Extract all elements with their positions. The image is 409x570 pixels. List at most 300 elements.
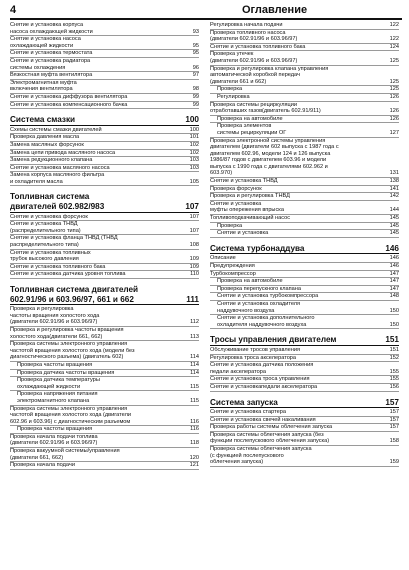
toc-page-number: 122 [389, 36, 399, 43]
toc-entry-text: (двигатели 602.91/96 и 603.96/97) [10, 440, 98, 447]
toc-page-number: 124 [389, 43, 399, 50]
toc-entry [10, 29, 199, 37]
toc-entry-text: диагностического разъема) (двигатель 602) [10, 354, 124, 361]
toc-entry-text: Снятие и установка радиатора [10, 57, 91, 64]
toc-page-number: 146 [389, 255, 399, 262]
toc-entry-text: автоматической коробкой передач [210, 72, 300, 79]
toc-page-number: 100 [189, 126, 199, 133]
toc-entry-text: охлаждающей жидкости [10, 42, 74, 49]
toc-page-number: 114 [190, 361, 199, 368]
toc-page-number: 141 [389, 185, 399, 192]
toc-entry [10, 172, 199, 179]
toc-section-heading [10, 295, 199, 306]
toc-entry-text: Регулировка начала подачи [210, 22, 283, 28]
toc-page-number: 103 [189, 157, 199, 164]
toc-entry [10, 370, 199, 378]
toc-entry-text: Снятие и установка насоса [10, 36, 81, 43]
toc-entry-text: охлаждающей жидкости [17, 383, 81, 390]
toc-entry-text: 602.96 и 603.96) с диагностическим разъемом [10, 418, 131, 425]
toc-entry-text: педали акселератора [210, 368, 266, 375]
toc-section-heading [10, 115, 199, 126]
toc-entry [10, 306, 199, 313]
toc-entry-text: Снятие и установка троса управления [210, 376, 310, 383]
toc-entry [210, 223, 399, 231]
toc-entry-text: охладителя наддувочного воздуха [217, 321, 307, 328]
toc-entry-text: Проверка форсунок [210, 185, 262, 192]
page-title: Оглавление [242, 4, 308, 16]
toc-entry [210, 322, 399, 330]
toc-right-column [210, 22, 399, 467]
toc-entry [210, 369, 399, 377]
toc-entry [210, 44, 399, 52]
toc-entry-text: Проверка перепускного клапана [217, 285, 301, 292]
toc-page-number: 115 [190, 397, 199, 404]
toc-entry-text: Снятие и установка [210, 200, 262, 207]
toc-entry [10, 412, 199, 419]
toc-entry [10, 313, 199, 320]
toc-entry-text: Снятие и установка компенсационного бачка [10, 101, 128, 108]
toc-entry [210, 293, 399, 301]
toc-entry-text: двигателем 602.96, модели 124 и 126 выпуска [210, 150, 331, 157]
toc-entry-text: Проверка напряжения питания [17, 391, 98, 398]
toc-entry [210, 308, 399, 316]
toc-page-number: 97 [192, 72, 199, 79]
toc-entry [210, 164, 399, 171]
toc-page-number: 120 [189, 454, 199, 461]
toc-entry [10, 58, 199, 65]
toc-entry [10, 391, 199, 398]
toc-page-number: 107 [189, 213, 199, 220]
toc-entry [10, 36, 199, 43]
toc-entry [10, 264, 199, 272]
page-number: 4 [10, 4, 17, 16]
toc-entry-text: 603.970) [210, 170, 233, 177]
toc-entry-text: облегчения запуска) [210, 459, 264, 466]
toc-entry-text: Проверка и регулировка клапана управления [210, 65, 329, 72]
toc-entry-text: Проверка системы облегчения запуска (без [210, 431, 324, 438]
toc-entry-text: Проверка системы рециркуляции [210, 101, 297, 108]
toc-page-number: 105 [189, 178, 199, 185]
toc-entry-text: насоса охлаждающей жидкости [10, 28, 93, 35]
toc-page-number: 144 [389, 207, 399, 214]
toc-entry [210, 315, 399, 322]
toc-page-number: 96 [192, 64, 199, 71]
toc-entry-text: Снятие и установка топливных [10, 249, 91, 256]
page-header [10, 4, 402, 18]
toc-page-number: 125 [389, 78, 399, 85]
toc-entry-text: Система турбонаддува [210, 243, 305, 253]
toc-entry-text: Предупреждения [210, 263, 255, 269]
toc-entry-text: Замена редукционного клапана [10, 157, 93, 164]
toc-entry [210, 409, 399, 417]
toc-entry [10, 127, 199, 135]
toc-page-number: 122 [389, 22, 399, 28]
toc-entry-text: Топливная система двигателей [10, 285, 139, 294]
toc-entry [10, 250, 199, 257]
toc-page-number: 157 [389, 416, 399, 423]
toc-entry [10, 256, 199, 264]
toc-entry-text: включения вентилятора [10, 86, 73, 93]
toc-entry [10, 228, 199, 236]
toc-entry [10, 448, 199, 455]
toc-entry [210, 79, 399, 87]
toc-entry [210, 138, 399, 145]
toc-entry-text: Проверка на автомобиле [217, 278, 283, 285]
toc-page-number: 138 [389, 178, 399, 185]
toc-page-number: 125 [389, 57, 399, 64]
toc-entry-text: двигателем (двигатели 602 выпуска с 1987 года с [210, 144, 339, 151]
toc-entry [210, 417, 399, 425]
toc-entry-text: частотой вращения холостого хода (модели без [10, 347, 135, 354]
toc-page-number: 147 [389, 285, 399, 292]
toc-left-column [10, 22, 199, 470]
toc-entry [10, 354, 199, 362]
toc-entry [10, 462, 199, 470]
toc-entry [210, 424, 399, 432]
toc-entry-text: Топливоподкачивающий насос [210, 215, 290, 222]
toc-section-heading [10, 192, 199, 202]
toc-entry [210, 271, 399, 279]
toc-entry [10, 419, 199, 427]
toc-entry [10, 334, 199, 342]
toc-entry [10, 242, 199, 250]
toc-entry [10, 377, 199, 384]
toc-entry [10, 398, 199, 406]
toc-page-number: 150 [389, 307, 399, 314]
toc-entry-text: Проверка системы электронного управления [10, 341, 128, 348]
toc-entry-text: Проверка датчика температуры [17, 377, 100, 384]
toc-page-number: 116 [190, 418, 199, 425]
toc-entry [10, 102, 199, 110]
toc-entry [10, 426, 199, 434]
toc-page-number: 118 [190, 440, 199, 447]
toc-page-number: 142 [389, 193, 399, 200]
toc-entry [10, 319, 199, 327]
toc-page-number: 107 [189, 227, 199, 234]
toc-section-heading [10, 202, 199, 213]
toc-page-number: 126 [389, 108, 399, 115]
toc-page-number: 151 [389, 346, 399, 353]
toc-entry-text: (двигатели 602.91/96 и 603.96/97) [210, 36, 298, 43]
toc-entry-text: Система смазки [10, 115, 76, 125]
toc-entry [210, 207, 399, 215]
toc-entry [210, 58, 399, 66]
toc-entry-text: Проверка начала подачи топлива [10, 433, 98, 440]
toc-page-number: 102 [189, 141, 199, 148]
toc-entry [210, 201, 399, 208]
toc-entry [210, 278, 399, 286]
toc-entry [10, 50, 199, 58]
toc-page-number: 99 [192, 101, 199, 108]
toc-entry [10, 235, 199, 242]
toc-entry [210, 347, 399, 355]
toc-entry-text: системы охлаждения [10, 64, 66, 71]
toc-page-number: 126 [389, 93, 399, 100]
toc-entry-text: Снятие и установка термостата [10, 50, 93, 57]
toc-entry [210, 116, 399, 124]
toc-entry-text: Проверка и регулировка ТНВД [210, 193, 290, 200]
toc-section-heading [210, 244, 399, 255]
toc-entry-text: Снятие и установка турбокомпрессора [217, 293, 319, 300]
toc-entry [10, 157, 199, 165]
toc-entry [210, 72, 399, 79]
toc-page-number: 110 [190, 271, 199, 278]
toc-entry-text: Проверка элементов [217, 123, 272, 130]
toc-page-number: 131 [389, 170, 399, 177]
toc-entry [10, 142, 199, 150]
toc-entry-text: (двигатели 602.91/96 и 603.96/97) [10, 319, 98, 326]
toc-entry-text: Проверка частоты вращения [17, 361, 93, 368]
toc-entry [210, 36, 399, 44]
toc-entry [10, 271, 199, 279]
toc-entry-text: муфты опережения впрыска [210, 207, 284, 214]
toc-page-number: 98 [192, 86, 199, 93]
toc-entry-text: Проверка частоты вращения [17, 426, 93, 433]
toc-entry-text: Снятие и установка свечей накаливания [210, 416, 316, 423]
toc-entry-text: Регулировка троса акселератора [210, 354, 297, 361]
toc-entry-text: Проверка работы системы облегчения запуска [210, 424, 333, 431]
toc-page-number: 152 [389, 354, 399, 361]
toc-entry [210, 86, 399, 94]
toc-entry-text: Проверка и регулировка частоты вращения [10, 326, 124, 333]
toc-entry-text: Вязкостная муфта вентилятора [10, 72, 93, 79]
toc-entry [210, 446, 399, 453]
toc-entry-text: функции послепускового облегчения запуска) [210, 438, 330, 445]
toc-entry-text: Проверка утечек [210, 51, 254, 58]
toc-page-number: 148 [389, 293, 399, 300]
toc-page-number: 145 [389, 230, 399, 237]
toc-entry [210, 263, 399, 271]
toc-entry-text: Снятие и установка корпуса [10, 22, 84, 28]
toc-entry-text: частотой вращения холостого хода (двигатели [10, 412, 131, 419]
toc-page-number: 151 [385, 335, 399, 345]
toc-entry-text: отработавших газов(двигатель 602.91/911) [210, 108, 321, 115]
toc-entry-text: (распределительного типа) [10, 227, 81, 234]
toc-entry-text: 1986/87 годов с двигателем 603.96 и модели [210, 157, 327, 164]
toc-entry-text: Замена корпуса масляного фильтра [10, 172, 105, 179]
toc-entry-text: Проверка системы облегчения запуска [210, 446, 312, 453]
toc-entry [210, 94, 399, 102]
toc-entry [210, 157, 399, 164]
toc-page-number: 93 [192, 28, 199, 35]
toc-entry [10, 348, 199, 355]
toc-entry-text: Снятие и установка фланца ТНВД (ТНВД [10, 235, 118, 242]
toc-entry-text: Замена масляных форсунок [10, 141, 84, 148]
toc-page-number: 127 [389, 129, 399, 136]
toc-entry-text: трубок высокого давления [10, 256, 79, 263]
toc-page-number: 113 [190, 333, 199, 340]
toc-entry-text: Проверка вакуумной системы/управления [10, 448, 120, 455]
toc-page-number: 116 [190, 426, 199, 433]
toc-entry [10, 65, 199, 73]
toc-entry [210, 123, 399, 130]
toc-entry [210, 102, 399, 109]
toc-entry [10, 327, 199, 334]
toc-entry [10, 179, 199, 187]
toc-entry-text: наддувочного воздуха [217, 307, 275, 314]
toc-entry-text: Снятие и установка ТНВД [10, 221, 78, 228]
toc-page-number: 115 [190, 383, 199, 390]
toc-entry [210, 193, 399, 201]
toc-entry-text: Тросы управления двигателем [210, 335, 337, 345]
toc-entry-text: Турбокомпрессор [210, 270, 256, 277]
toc-entry [10, 80, 199, 87]
toc-page-number: 125 [389, 86, 399, 93]
toc-entry-text: Снятие и установка диффузора вентилятора [10, 93, 128, 100]
toc-page-number: 155 [389, 376, 399, 383]
toc-entry [210, 186, 399, 194]
toc-entry-text: Снятие и установка датчика уровня топлива [10, 271, 126, 278]
toc-entry-text: Снятие и установка [217, 230, 269, 237]
toc-entry-text: Схемы системы смазки двигателей [10, 126, 102, 133]
toc-page-number: 146 [389, 263, 399, 269]
toc-entry [10, 406, 199, 413]
toc-entry-text: Снятие и установка дополнительного [217, 315, 315, 322]
toc-entry [210, 170, 399, 178]
toc-entry-text: Проверка на автомобиле [217, 115, 283, 122]
toc-entry [210, 51, 399, 58]
toc-page-number: 121 [189, 462, 199, 469]
toc-entry [10, 221, 199, 228]
toc-entry-text: Снятие и установка ТНВД [210, 178, 278, 185]
toc-entry [210, 215, 399, 223]
toc-page-number: 99 [192, 93, 199, 100]
toc-entry-text: системы рециркуляции ОГ [217, 129, 287, 136]
toc-entry [210, 362, 399, 369]
toc-page-number: 101 [189, 134, 199, 141]
toc-entry-text: Система запуска [210, 397, 278, 407]
toc-entry-text: Замена цепи привода масляного насоса [10, 149, 116, 156]
toc-entry-text: Проверка начала подачи [10, 462, 75, 469]
toc-entry-text: Снятие и установка форсунок [10, 213, 88, 220]
toc-entry-text: Электромагнитная муфта [10, 79, 77, 86]
toc-entry [210, 438, 399, 446]
toc-entry [10, 455, 199, 463]
header-rule [10, 18, 402, 20]
toc-section-heading [210, 335, 399, 346]
toc-entry [10, 134, 199, 142]
toc-entry [10, 43, 199, 51]
toc-entry-text: Описание [210, 255, 236, 262]
toc-entry [10, 341, 199, 348]
toc-page-number: 103 [189, 164, 199, 171]
toc-entry-text: Снятие и установка охладителя [217, 300, 301, 307]
toc-entry [210, 432, 399, 439]
toc-entry [10, 214, 199, 222]
toc-page-number: 107 [185, 202, 199, 212]
toc-entry-text: Проверка топливного насоса [210, 29, 286, 36]
toc-page-number: 109 [189, 256, 199, 263]
toc-entry [210, 459, 399, 467]
toc-entry [10, 384, 199, 392]
toc-entry [210, 301, 399, 308]
toc-entry [10, 165, 199, 173]
toc-entry [10, 22, 199, 29]
toc-entry-text: частоты вращения холостого хода [10, 312, 100, 319]
toc-page-number: 158 [389, 438, 399, 445]
toc-page-number: 157 [389, 424, 399, 431]
toc-entry [10, 72, 199, 80]
toc-page-number: 111 [186, 294, 199, 304]
toc-entry [210, 230, 399, 238]
toc-entry [10, 362, 199, 370]
toc-page-number: 155 [389, 368, 399, 375]
toc-entry [10, 94, 199, 102]
toc-entry [210, 22, 399, 30]
toc-page-number: 145 [389, 215, 399, 222]
toc-page-number: 114 [190, 354, 199, 361]
toc-entry [210, 130, 399, 138]
toc-entry-text: Снятие и установка датчика положения [210, 362, 314, 369]
toc-page-number: 156 [389, 383, 399, 390]
toc-entry-text: Снятие и установка топливного бака [10, 263, 106, 270]
toc-entry [210, 453, 399, 460]
toc-entry-text: (двигатели 661, 662) [10, 454, 64, 461]
toc-entry-text: Проверка датчика частоты вращения [17, 369, 115, 376]
toc-entry [210, 255, 399, 263]
toc-page-number: 109 [189, 263, 199, 270]
toc-page-number: 126 [389, 115, 399, 122]
toc-entry-text: выпуска с 1990 года с двигателями 602.962 и [210, 163, 328, 170]
toc-entry [210, 286, 399, 294]
toc-entry [210, 144, 399, 151]
toc-page-number: 112 [190, 319, 199, 326]
toc-entry-text: Обслуживание тросов управления [210, 346, 300, 353]
toc-page-number: 146 [385, 243, 399, 253]
toc-page-number: 102 [189, 149, 199, 156]
toc-entry-text: Снятие и установка топливного бака [210, 43, 306, 50]
toc-page-number: 157 [385, 397, 399, 407]
toc-entry-text: Проверка давления масла [10, 134, 80, 141]
toc-entry-text: и охладителя масла [10, 178, 63, 185]
toc-entry [10, 434, 199, 441]
toc-page-number: 147 [389, 278, 399, 285]
toc-page-number: 157 [389, 409, 399, 416]
toc-entry-text: холостого хода(двигатели 661, 662) [10, 333, 103, 340]
toc-entry [210, 151, 399, 158]
toc-page-number: 150 [389, 321, 399, 328]
toc-entry-text: Проверка и регулировка [10, 306, 74, 313]
toc-entry-text: Проверка [217, 86, 243, 93]
toc-entry-text: (двигатели 661 и 662) [210, 78, 267, 85]
toc-entry [210, 376, 399, 384]
toc-entry-text: Снятие и установка масляного насоса [10, 164, 110, 171]
toc-page-number: 95 [192, 42, 199, 49]
toc-section-heading [10, 285, 199, 295]
toc-entry [210, 66, 399, 73]
toc-entry [210, 30, 399, 37]
toc-entry [10, 150, 199, 158]
toc-entry-text: Топливная система [10, 192, 90, 202]
toc-entry-text: (двигатели 602.91/96 и 603.96/97) [210, 57, 298, 64]
toc-entry-text: двигателей 602.982/983 [10, 202, 105, 212]
toc-entry-text: Регулировка [217, 93, 250, 100]
toc-section-heading [210, 398, 399, 409]
toc-entry-text: Снятие и установкапедали акселератора [210, 383, 318, 390]
toc-page-number: 159 [389, 459, 399, 466]
toc-entry [210, 178, 399, 186]
toc-page-number: 145 [389, 222, 399, 229]
toc-page-number: 147 [389, 270, 399, 277]
toc-entry-text: Снятие и установка стартера [210, 409, 286, 416]
toc-entry [210, 384, 399, 392]
toc-entry [210, 108, 399, 116]
toc-entry-text: (с функцией послепускового [210, 452, 284, 459]
toc-entry-text: Проверка системы электронного управления [10, 405, 128, 412]
toc-entry-text: Проверка электронной системы управления [210, 137, 326, 144]
toc-page-number: 95 [192, 50, 199, 57]
toc-entry-text: 602.91/96 и 603.96/97, 661 и 662 [10, 294, 134, 304]
